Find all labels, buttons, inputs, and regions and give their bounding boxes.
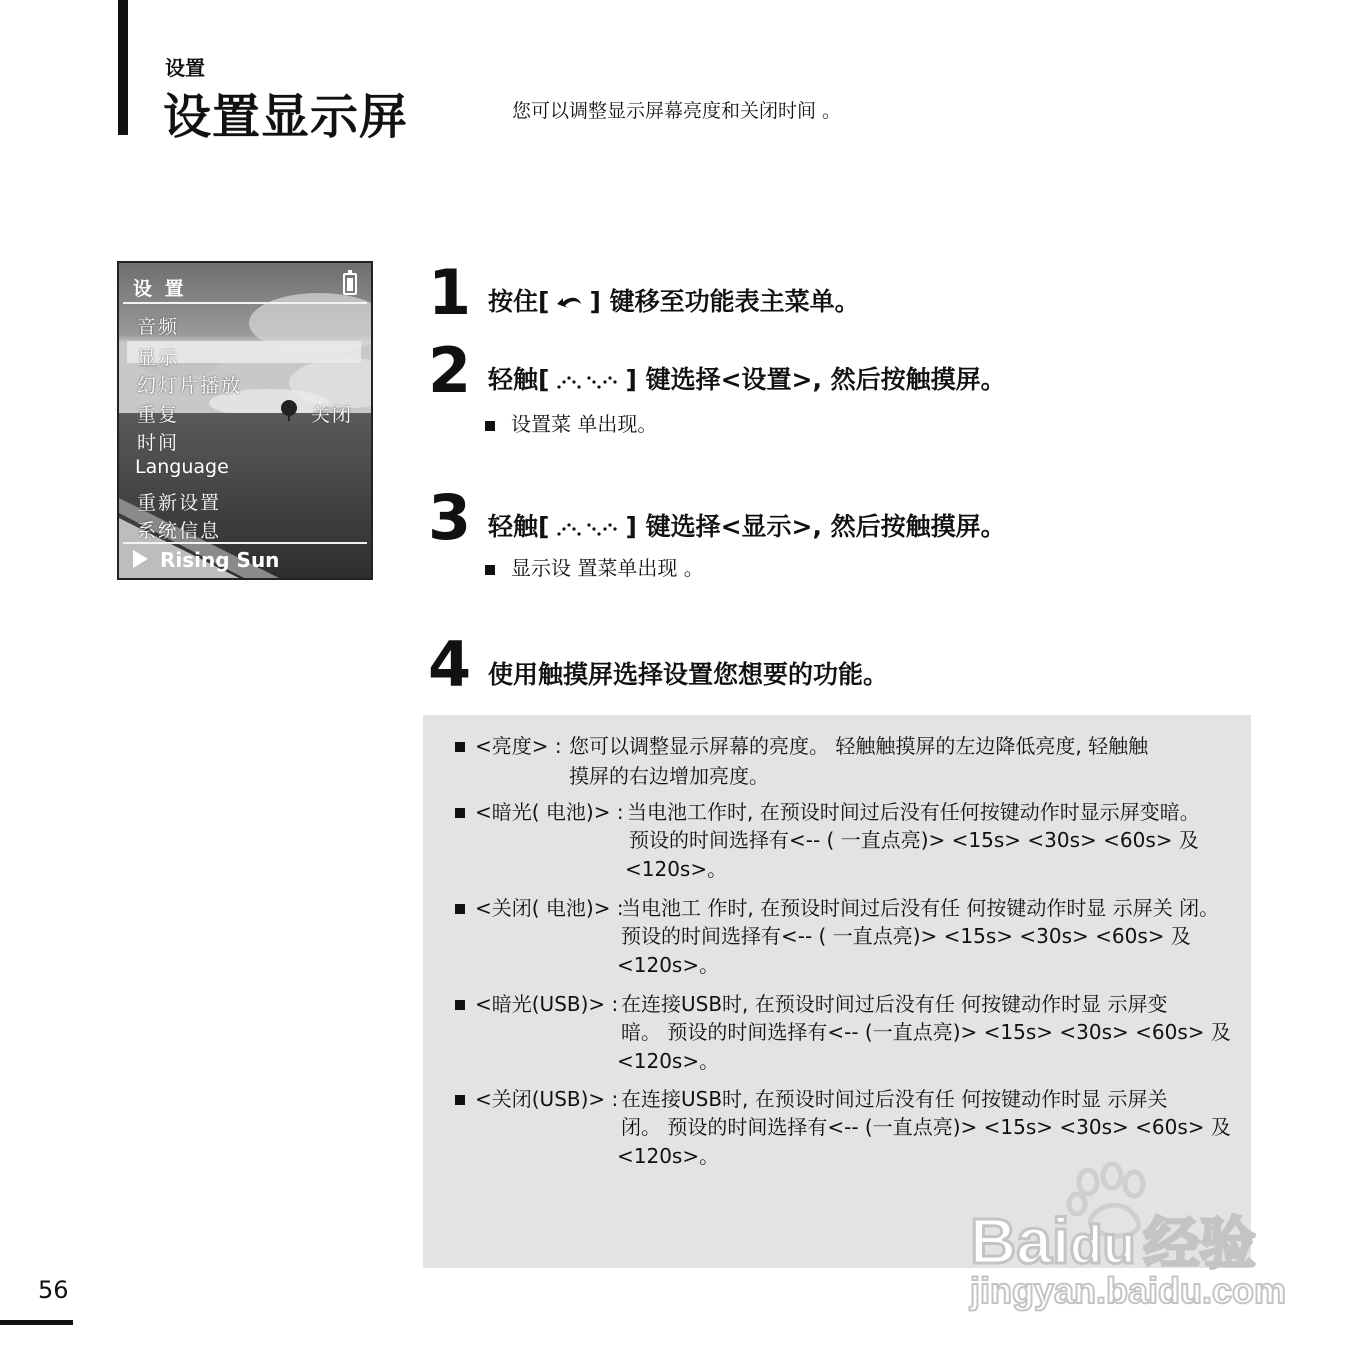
step-text-2: 轻触[ ] 键选择<设置>, 然后按触摸屏。 — [488, 365, 1006, 394]
touch-pad-icon — [553, 518, 621, 538]
touch-pad-icon — [553, 371, 621, 391]
menu-item-system-info[interactable]: 系统信息 — [137, 520, 222, 542]
step-number-1: 1 — [428, 256, 472, 329]
bullet-icon — [455, 808, 465, 818]
play-icon — [133, 550, 148, 568]
menu-item-audio[interactable]: 音频 — [137, 316, 180, 338]
header-bar — [118, 0, 128, 135]
step-3-note: 显示设 置菜单出现 。 — [485, 552, 704, 581]
now-playing — [133, 548, 279, 572]
watermark-brand: Baidu 经验 — [970, 1205, 1256, 1277]
step-text-4: 使用触摸屏选择设置您想要的功能。 — [488, 660, 889, 689]
bullet-icon — [455, 904, 465, 914]
page-description: 您可以调整显示屏幕亮度和关闭时间 。 — [512, 100, 842, 122]
bullet-icon — [455, 742, 465, 752]
now-playing-title: Rising Sun — [160, 548, 280, 572]
bullet-icon — [455, 1000, 465, 1010]
baidu-watermark — [960, 1160, 1290, 1310]
page-number: 56 — [38, 1276, 69, 1304]
step-text-1: 按住[ ] 键移至功能表主菜单。 — [488, 287, 860, 316]
bullet-icon — [485, 565, 495, 575]
step-number-3: 3 — [428, 481, 472, 554]
step-text-3: 轻触[ ] 键选择<显示>, 然后按触摸屏。 — [488, 512, 1006, 541]
repeat-value: 关闭 — [310, 404, 353, 426]
step-2-note: 设置菜 单出现。 — [485, 408, 657, 437]
step-number-2: 2 — [428, 334, 472, 407]
device-screen — [117, 261, 373, 580]
menu-item-reset[interactable]: 重新设置 — [137, 492, 222, 514]
options-box: <亮度> : 您可以调整显示屏幕的亮度。 轻触触摸屏的左边降低亮度, 轻触触 摸屏的右边增加亮度。 <暗光( 电池)> : 当电池工作时, 在预设时间过后没有任何按键动作时显示屏变暗。 预设的时间选择有<-- ( 一直点亮)> <15s> <30s> <60s> 及 <120s>。 <关闭( 电池)> : 当电池工 作时, 在预设时间过后没有任 何按键动作时显 示屏关 闭。 预设的时间选择有<-- ( 一直点亮)> <15s> <30s> <60s> 及 <120s>。 <暗光(USB)> : 在连接USB时, 在预设时间过后没有任 何按键动作时显 示屏变 暗。 预设的时间选择有<-- (一直点亮)> <15s> <30s> <60s> 及 <120s>。 <关闭(USB)> : 在连接USB时, 在预设时间过后没有任 何按键动作时显 示屏关 闭。 预设的时间选择有<-- (一直点亮)> <15s> <30s> <60s> 及 <120s>。 — [423, 715, 1251, 1268]
menu-item-language[interactable]: Language — [135, 456, 229, 478]
back-icon — [553, 292, 585, 312]
page-rule — [0, 1320, 73, 1325]
page-title: 设置显示屏 — [163, 89, 409, 145]
menu-item-repeat[interactable]: 重复 — [137, 404, 180, 426]
watermark-url: jingyan.baidu.com — [970, 1270, 1287, 1311]
bullet-icon — [455, 1095, 465, 1105]
bullet-icon — [485, 421, 495, 431]
title-divider — [123, 302, 367, 304]
step-number-4: 4 — [428, 628, 472, 701]
menu-item-time[interactable]: 时间 — [137, 432, 180, 454]
section-label: 设置 — [165, 56, 205, 80]
menu-item-slideshow[interactable]: 幻灯片播放 — [137, 375, 243, 397]
battery-icon — [343, 273, 357, 295]
menu-item-display[interactable]: 显示 — [137, 347, 180, 369]
device-title: 设 置 — [133, 278, 187, 300]
bottom-divider — [123, 542, 367, 544]
